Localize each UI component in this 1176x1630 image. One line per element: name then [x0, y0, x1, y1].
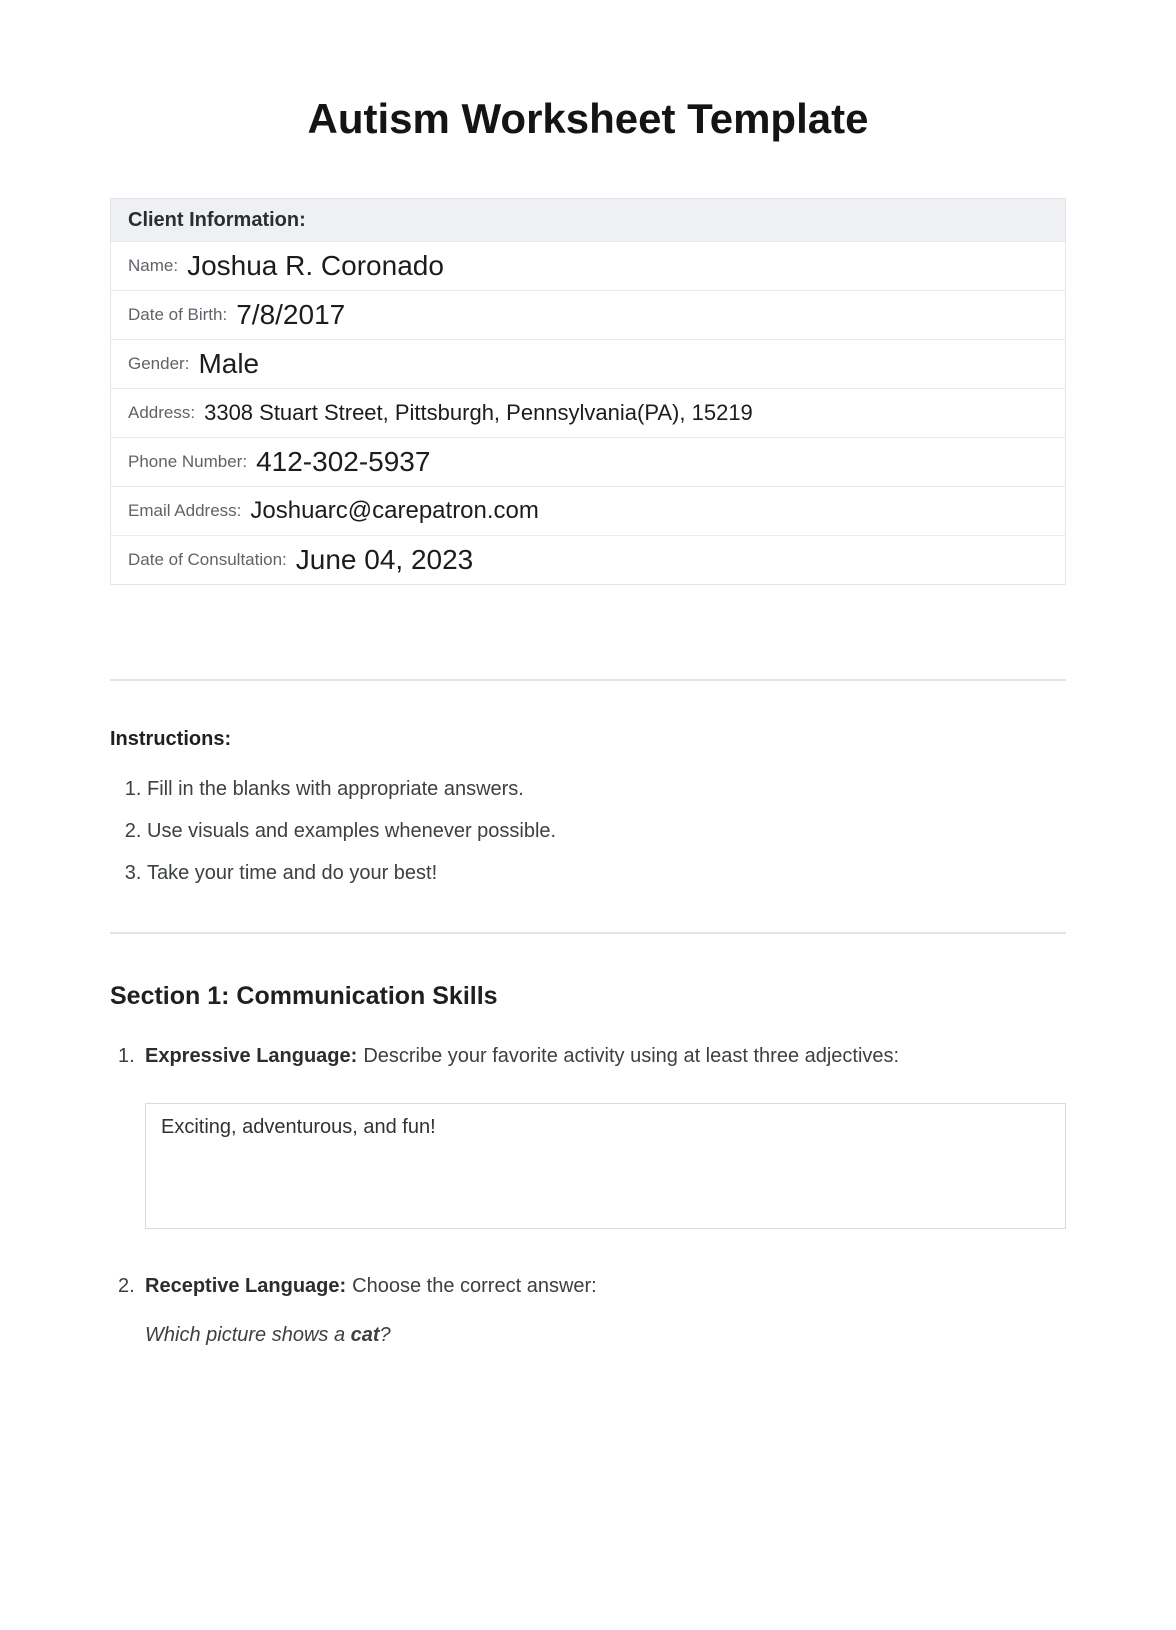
- address-label: Address:: [128, 403, 196, 422]
- gender-label: Gender:: [128, 354, 190, 373]
- page-title: Autism Worksheet Template: [307, 95, 869, 142]
- email-label: Email Address:: [128, 501, 242, 520]
- question-2-number: 2.: [118, 1275, 135, 1297]
- name-field-value[interactable]: Joshua R. Coronado: [187, 250, 444, 281]
- question-2-label: Receptive Language:: [145, 1275, 347, 1297]
- client-info-header: Client Information:: [111, 198, 1065, 241]
- consultation-date-label: Date of Consultation:: [128, 550, 287, 569]
- dob-label: Date of Birth:: [128, 305, 228, 324]
- worksheet-page: [110, 0, 1066, 1347]
- consultation-date-field-value[interactable]: June 04, 2023: [295, 544, 474, 575]
- phone-label: Phone Number:: [128, 452, 248, 471]
- expressive-language-answer-field[interactable]: [145, 1103, 1066, 1229]
- question-2-text: [145, 1275, 597, 1298]
- instructions-heading: Instructions:: [110, 728, 232, 750]
- section-divider: [110, 932, 1066, 934]
- instruction-item: 1. Fill in the blanks with appropriate answers.: [147, 778, 1066, 801]
- question-keyword: cat: [350, 1324, 380, 1346]
- expressive-language-answer-text: Exciting, adventurous, and fun!: [161, 1116, 436, 1138]
- instruction-item: 3. Take your time and do your best!: [147, 862, 1066, 885]
- question-2-receptive-language: [118, 1275, 1066, 1298]
- question-1-text: [145, 1045, 899, 1068]
- client-info-row-address: [111, 388, 1065, 437]
- question-2-prompt: Choose the correct answer:: [352, 1275, 597, 1297]
- gender-field-value[interactable]: Male: [198, 348, 260, 379]
- name-label: Name:: [128, 256, 179, 275]
- instruction-item: 2. Use visuals and examples whenever possible.: [147, 820, 1066, 843]
- question-1-number: 1.: [118, 1045, 135, 1067]
- client-info-row-dob: [111, 290, 1065, 339]
- section-divider: [110, 679, 1066, 681]
- client-info-row-phone: [111, 437, 1065, 486]
- question-1-prompt: Describe your favorite activity using at least three adjectives:: [363, 1045, 900, 1067]
- client-info-table: [110, 198, 1066, 585]
- dob-field-value[interactable]: 7/8/2017: [236, 299, 346, 330]
- question-1-label: Expressive Language:: [145, 1045, 358, 1067]
- client-info-row-name: [111, 241, 1065, 290]
- phone-field-value[interactable]: 412-302-5937: [256, 446, 431, 477]
- question-prefix: Which picture shows a: [145, 1324, 351, 1346]
- client-info-row-gender: [111, 339, 1065, 388]
- section-1-heading: Section 1: Communication Skills: [110, 982, 498, 1010]
- instructions-list: [110, 778, 1066, 885]
- question-1-expressive-language: [118, 1045, 1066, 1068]
- address-field-value[interactable]: 3308 Stuart Street, Pittsburgh, Pennsylvania(PA), 15219: [204, 400, 753, 425]
- client-info-row-email: [111, 486, 1065, 535]
- question-suffix: ?: [379, 1324, 391, 1346]
- email-field-value[interactable]: Joshuarc@carepatron.com: [250, 497, 539, 524]
- client-info-row-consultation-date: [111, 535, 1065, 584]
- receptive-language-question: [145, 1324, 1066, 1347]
